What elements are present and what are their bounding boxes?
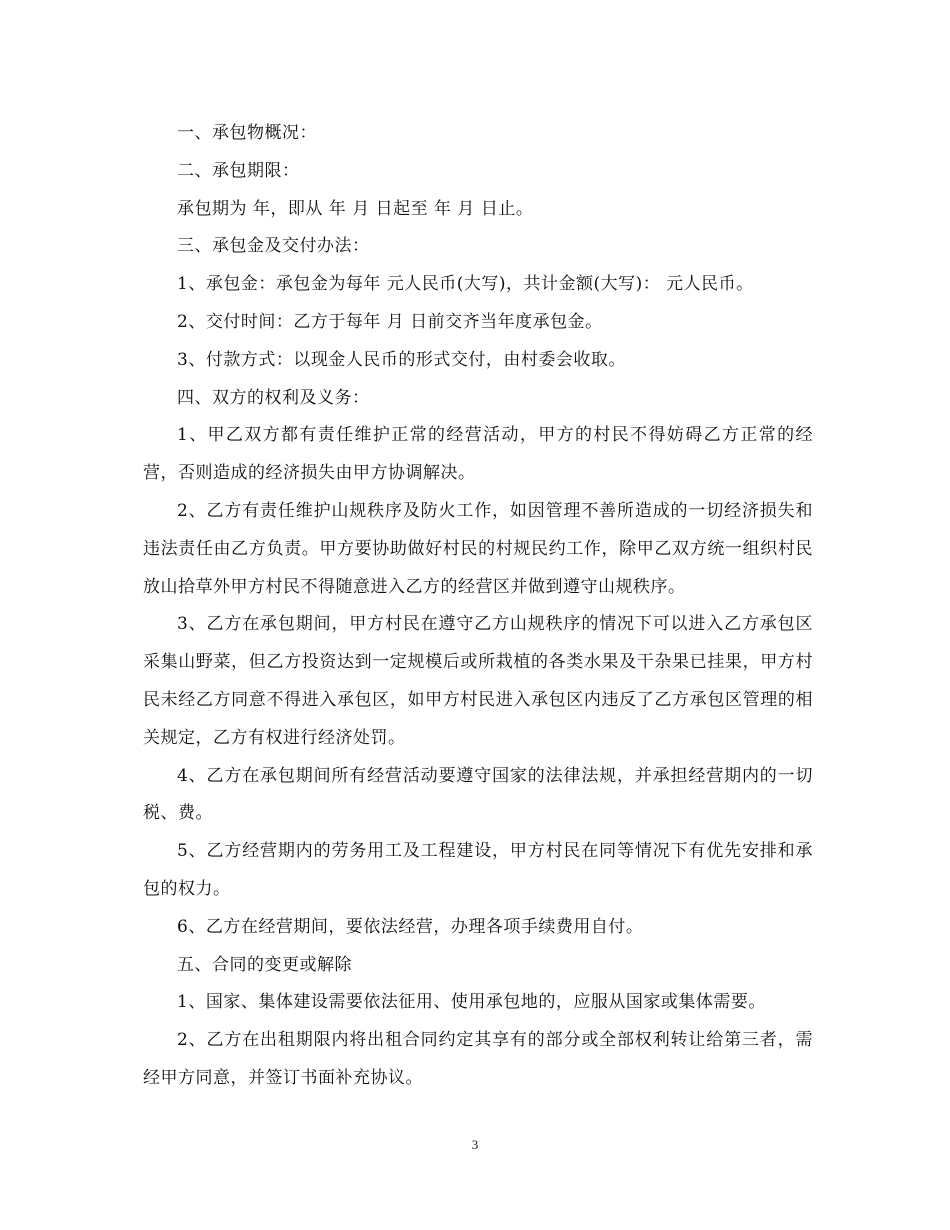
document-body — [143, 115, 813, 1098]
section-heading-term: 二、承包期限： — [177, 160, 300, 181]
paragraph-change-2: 2、乙方在出租期限内将出租合同约定其享有的部分或全部权利转让给第三者，需经甲方同意，并签订书面补充协议。 — [143, 1030, 813, 1088]
paragraph-payment-time: 2、交付时间：乙方于每年 月 日前交齐当年度承包金。 — [177, 311, 603, 332]
section-heading-payment: 三、承包金及交付办法： — [177, 236, 370, 257]
paragraph-rights-6: 6、乙方在经营期间，要依法经营，办理各项手续费用自付。 — [177, 916, 644, 937]
section-heading-rights: 四、双方的权利及义务： — [177, 387, 370, 408]
section-heading-overview: 一、承包物概况： — [177, 123, 317, 143]
paragraph-payment-amount: 1、承包金：承包金为每年 元人民币(大写)，共计金额(大写)： 元人民币。 — [177, 274, 754, 295]
paragraph-payment-method: 3、付款方式：以现金人民币的形式交付，由村委会收取。 — [177, 349, 626, 370]
paragraph-rights-5: 5、乙方经营期内的劳务用工及工程建设，甲方村民在同等情况下有优先安排和承包的权力。 — [143, 841, 813, 899]
paragraph-change-1: 1、国家、集体建设需要依法征用、使用承包地的，应服从国家或集体需要。 — [177, 992, 766, 1013]
page-number: 3 — [471, 1137, 479, 1152]
paragraph-term-detail: 承包期为 年，即从 年 月 日起至 年 月 日止。 — [177, 198, 534, 219]
paragraph-rights-4: 4、乙方在承包期间所有经营活动要遵守国家的法律法规，并承担经营期内的一切税、费。 — [143, 765, 813, 824]
paragraph-rights-3: 3、乙方在承包期间，甲方村民在遵守乙方山规秩序的情况下可以进入乙方承包区采集山野菜，但乙方投资达到一定规模后或所栽植的各类水果及干杂果已挂果，甲方村民未经乙方同意不得进入承包区，如甲方村民进入承包区内违反了乙方承包区管理的相关规定，乙方有权进行经济处罚。 — [143, 614, 813, 748]
section-heading-change: 五、合同的变更或解除 — [177, 954, 352, 975]
paragraph-rights-2: 2、乙方有责任维护山规秩序及防火工作，如因管理不善所造成的一切经济损失和违法责任由乙方负责。甲方要协助做好村民的村规民约工作，除甲乙双方统一组织村民放山拾草外甲方村民不得随意进入乙方的经营区并做到遵守山规秩序。 — [143, 500, 813, 597]
paragraph-rights-1: 1、甲乙双方都有责任维护正常的经营活动，甲方的村民不得妨碍乙方正常的经营，否则造成的经济损失由甲方协调解决。 — [143, 425, 813, 484]
